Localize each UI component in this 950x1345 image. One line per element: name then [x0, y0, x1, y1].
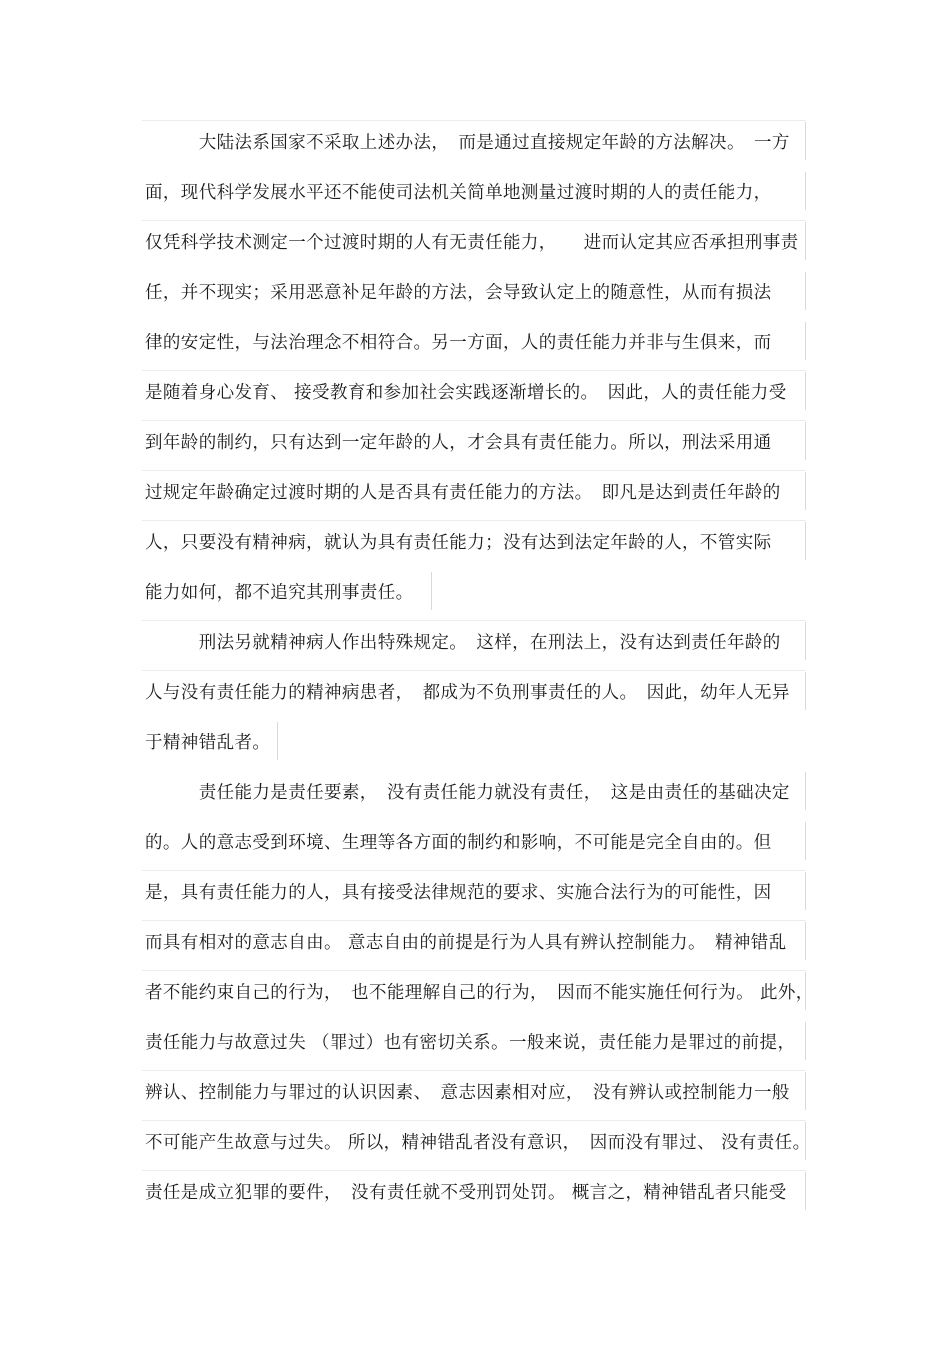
text-line: 的。人的意志受到环境、生理等各方面的制约和影响，不可能是完全自由的。但 — [145, 828, 803, 858]
text-line: 大陆法系国家不采取上述办法， 而是通过直接规定年龄的方法解决。 一方 — [145, 128, 803, 158]
text-line: 任，并不现实；采用恶意补足年龄的方法，会导致认定上的随意性，从而有损法 — [145, 278, 803, 308]
text-line: 律的安定性，与法治理念不相符合。另一方面，人的责任能力并非与生俱来，而 — [145, 328, 803, 358]
text-line: 是，具有责任能力的人，具有接受法律规范的要求、实施合法行为的可能性，因 — [145, 878, 803, 908]
text-line: 责任能力与故意过失 （罪过）也有密切关系。一般来说，责任能力是罪过的前提， — [145, 1028, 803, 1058]
text-line: 是随着身心发育、 接受教育和参加社会实践逐渐增长的。 因此，人的责任能力受 — [145, 378, 803, 408]
text-line: 而具有相对的意志自由。 意志自由的前提是行为人具有辨认控制能力。 精神错乱 — [145, 928, 803, 958]
text-line: 不可能产生故意与过失。 所以，精神错乱者没有意识， 因而没有罪过、 没有责任。 — [145, 1128, 803, 1158]
text-line: 责任是成立犯罪的要件， 没有责任就不受刑罚处罚。 概言之，精神错乱者只能受 — [145, 1178, 803, 1208]
text-line: 能力如何，都不追究其刑事责任。 — [145, 578, 429, 608]
text-line: 责任能力是责任要素， 没有责任能力就没有责任， 这是由责任的基础决定 — [145, 778, 803, 808]
text-line: 于精神错乱者。 — [145, 728, 275, 758]
text-line: 到年龄的制约，只有达到一定年龄的人，才会具有责任能力。所以，刑法采用通 — [145, 428, 803, 458]
text-line: 辨认、控制能力与罪过的认识因素、 意志因素相对应， 没有辨认或控制能力一般 — [145, 1078, 803, 1108]
text-line: 刑法另就精神病人作出特殊规定。 这样，在刑法上，没有达到责任年龄的 — [145, 628, 803, 658]
text-line: 者不能约束自己的行为， 也不能理解自己的行为， 因而不能实施任何行为。 此外， — [145, 978, 803, 1008]
text-line: 仅凭科学技术测定一个过渡时期的人有无责任能力， 进而认定其应否承担刑事责 — [145, 228, 803, 258]
text-line: 人，只要没有精神病，就认为具有责任能力；没有达到法定年龄的人，不管实际 — [145, 528, 803, 558]
text-line: 面，现代科学发展水平还不能使司法机关简单地测量过渡时期的人的责任能力， — [145, 178, 803, 208]
text-line: 过规定年龄确定过渡时期的人是否具有责任能力的方法。 即凡是达到责任年龄的 — [145, 478, 803, 508]
text-line: 人与没有责任能力的精神病患者， 都成为不负刑事责任的人。 因此，幼年人无异 — [145, 678, 803, 708]
